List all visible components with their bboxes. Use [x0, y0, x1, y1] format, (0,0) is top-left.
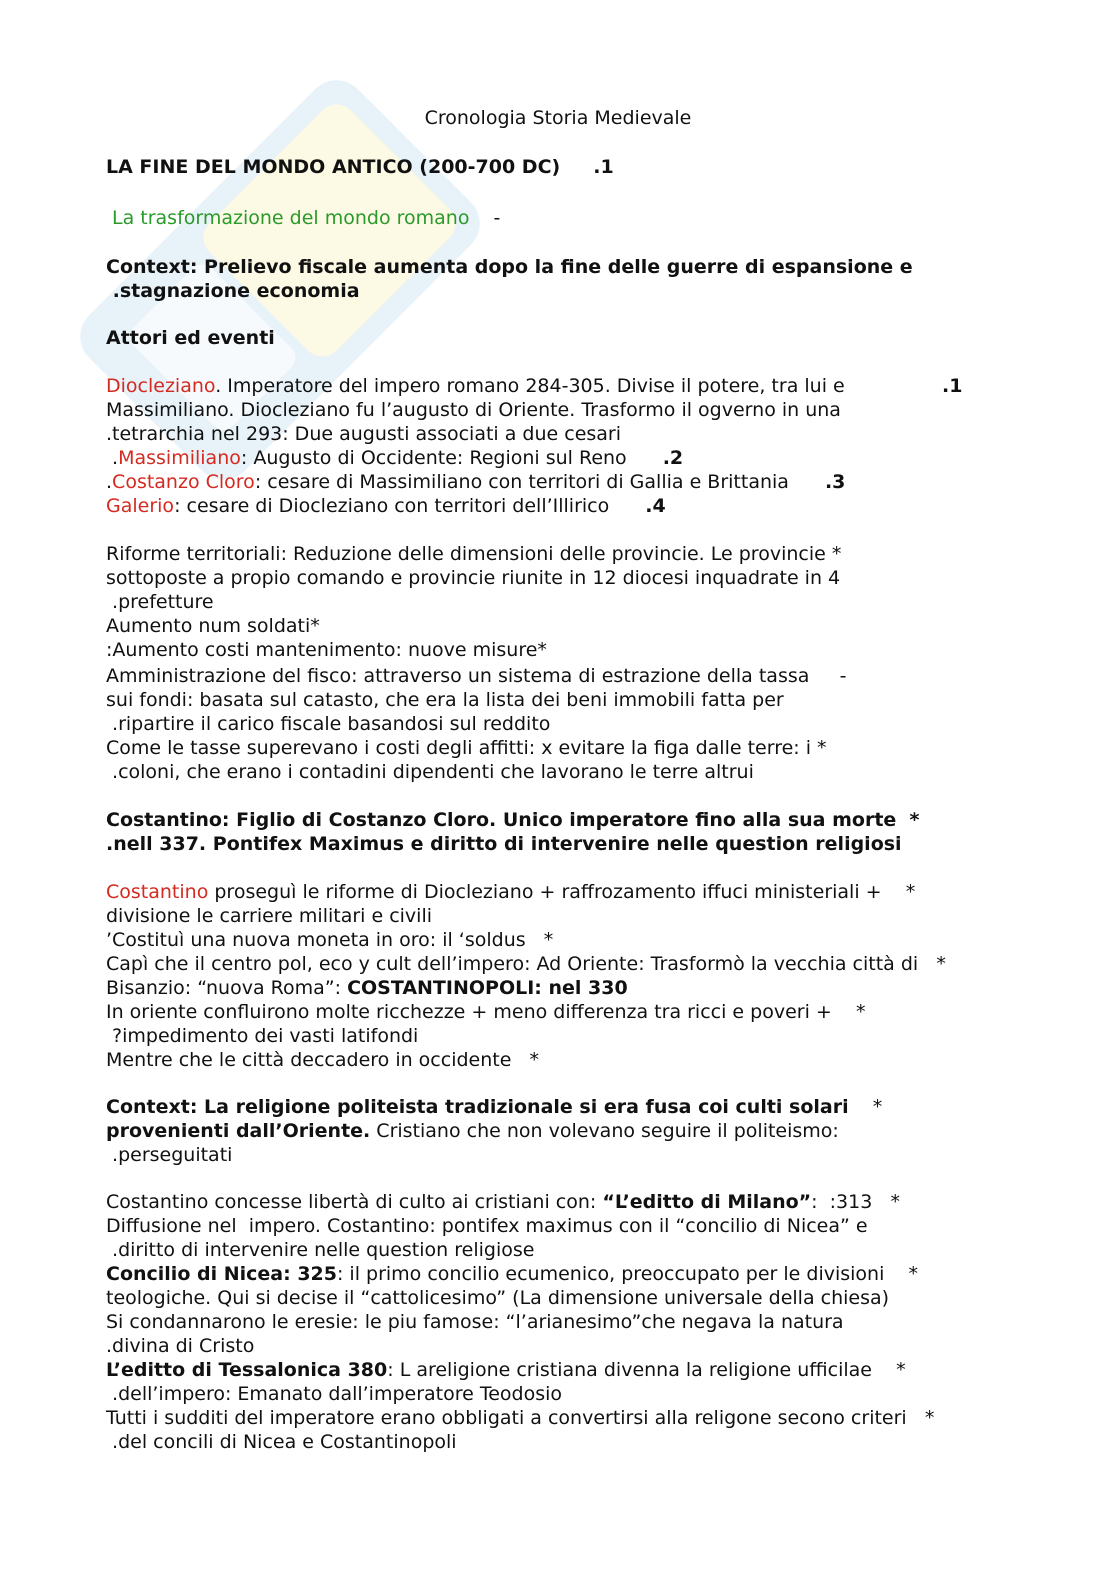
context-line: .stagnazione economia: [106, 280, 360, 302]
context-religion-line: provenienti dall’Oriente. Cristiano che non volevano seguire il politeismo:: [106, 1120, 839, 1142]
costantino-heading: Costantino: Figlio di Costanzo Cloro. Unico imperatore fino alla sua morte *: [106, 809, 920, 831]
context-line: Context: Prelievo fiscale aumenta dopo la fine delle guerre di espansione e: [106, 256, 913, 278]
reform-line: Aumento num soldati*: [106, 615, 320, 637]
religion-line: Diffusione nel impero. Costantino: pontifex maximus con il “concilio di Nicea” e: [106, 1215, 868, 1237]
costantino-heading: .nell 337. Pontifex Maximus e diritto di intervenire nelle question religiosi: [106, 833, 902, 855]
religion-line: Si condannarono le eresie: le piu famose: “l’arianesimo”che negava la natura: [106, 1311, 844, 1333]
costantino-line: In oriente confluirono molte ricchezze + meno differenza tra ricci e poveri + *: [106, 1001, 866, 1023]
religion-line: .del concili di Nicea e Costantinopoli: [106, 1431, 457, 1453]
reform-line: .coloni, che erano i contadini dipendenti che lavorano le terre altrui: [106, 761, 754, 783]
actor-line: .tetrarchia nel 293: Due augusti associati a due cesari: [106, 423, 622, 445]
costantino-line: Capì che il centro pol, eco y cult dell’impero: Ad Oriente: Trasformò la vecchia città di *: [106, 953, 946, 975]
reform-line: Amministrazione del fisco: attraverso un sistema di estrazione della tassa -: [106, 665, 847, 687]
reform-line: :Aumento costi mantenimento: nuove misure*: [106, 639, 547, 661]
context-religion-line: Context: La religione politeista tradizionale si era fusa coi culti solari *: [106, 1096, 883, 1118]
section-subtitle: [112, 206, 500, 230]
actor-line: Massimiliano. Diocleziano fu l’augusto di Oriente. Trasformo il ogverno in una: [106, 399, 841, 421]
reform-line: sui fondi: basata sul catasto, che era la lista dei beni immobili fatta per: [106, 689, 784, 711]
reform-line: Riforme territoriali: Reduzione delle dimensioni delle provincie. Le provincie *: [106, 543, 842, 565]
reform-line: .prefetture: [106, 591, 214, 613]
costantino-line: Mentre che le città deccadero in occidente *: [106, 1049, 540, 1071]
actor-name: Massimiliano: [118, 447, 241, 469]
actor-line: Galerio: cesare di Diocleziano con territori dell’Illirico .4: [106, 495, 666, 517]
costantino-line: Costantino proseguì le riforme di Diocleziano + raffrozamento iffuci ministeriali + *: [106, 881, 916, 903]
subtitle-dash: -: [493, 207, 501, 229]
religion-line: Concilio di Nicea: 325: il primo concilio ecumenico, preoccupato per le divisioni *: [106, 1263, 919, 1285]
document-title: Cronologia Storia Medievale: [424, 107, 692, 129]
religion-line: L’editto di Tessalonica 380: L areligione cristiana divenna la religione ufficilae *: [106, 1359, 906, 1381]
list-number: .4: [645, 495, 666, 517]
costantino-line: divisione le carriere militari e civili: [106, 905, 433, 927]
reform-line: .ripartire il carico fiscale basandosi sul reddito: [106, 713, 551, 735]
actor-name: Galerio: [106, 495, 175, 517]
reform-line: Come le tasse superevano i costi degli affitti: x evitare la figa dalle terre: i *: [106, 737, 827, 759]
context-religion-line: .perseguitati: [106, 1144, 233, 1166]
actor-name: Costantino: [106, 881, 209, 903]
list-number: .2: [662, 447, 684, 469]
actor-line: .Massimiliano: Augusto di Occidente: Regioni sul Reno .2: [106, 447, 684, 469]
subtitle-text: La trasformazione del mondo romano: [112, 207, 470, 229]
section-heading-actors: Attori ed eventi: [106, 327, 275, 349]
religion-line: .dell’impero: Emanato dall’imperatore Teodosio: [106, 1383, 563, 1405]
list-number: .3: [824, 471, 846, 493]
actor-line: .Costanzo Cloro: cesare di Massimiliano con territori di Gallia e Brittania .3: [106, 471, 846, 493]
costantino-line: Bisanzio: “nuova Roma”: COSTANTINOPOLI: nel 330: [106, 977, 628, 999]
chapter-heading: LA FINE DEL MONDO ANTICO (200-700 DC) .1: [106, 156, 614, 178]
list-number: .1: [942, 375, 963, 397]
actor-name: Costanzo Cloro: [112, 471, 255, 493]
religion-line: .divina di Cristo: [106, 1335, 255, 1357]
reform-line: sottoposte a propio comando e provincie riunite in 12 diocesi inquadrate in 4: [106, 567, 841, 589]
actor-line: Diocleziano. Imperatore del impero romano 284-305. Divise il potere, tra lui e .1: [106, 375, 963, 397]
religion-line: Tutti i sudditi del imperatore erano obbligati a convertirsi alla religone secono criteri *: [106, 1407, 935, 1429]
costantino-line: ?impedimento dei vasti latifondi: [106, 1025, 419, 1047]
religion-line: .diritto di intervenire nelle question religiose: [106, 1239, 535, 1261]
religion-line: Costantino concesse libertà di culto ai cristiani con: “L’editto di Milano”: :313 *: [106, 1191, 900, 1213]
actor-name: Diocleziano: [106, 375, 216, 397]
costantino-line: ’Costituì una nuova moneta in oro: il ‘soldus *: [106, 929, 554, 951]
religion-line: teologiche. Qui si decise il “cattolicesimo” (La dimensione universale della chiesa): [106, 1287, 890, 1309]
